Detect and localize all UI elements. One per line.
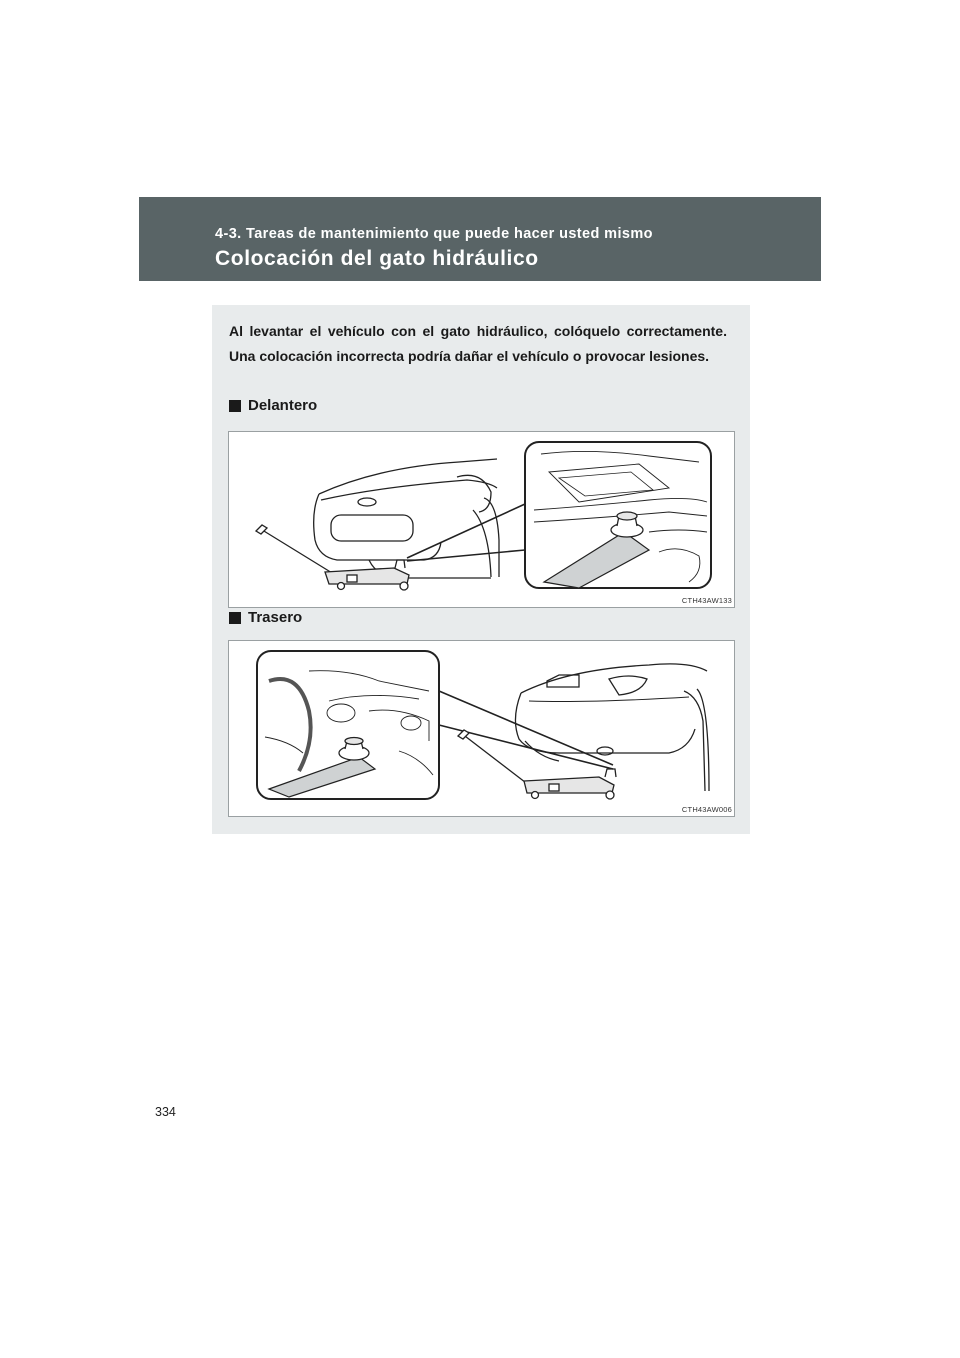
rear-heading xyxy=(229,609,302,626)
section-title: 4-3. Tareas de mantenimiento que puede hacer usted mismo xyxy=(215,226,653,242)
square-bullet-icon xyxy=(229,612,241,624)
front-jack-illustration xyxy=(229,432,734,607)
page-title: Colocación del gato hidráulico xyxy=(215,247,539,270)
rear-jack-illustration xyxy=(229,641,734,816)
chapter-header xyxy=(139,197,821,281)
front-figure-code: CTH43AW133 xyxy=(681,596,732,605)
content-panel xyxy=(212,305,750,834)
page-number: 334 xyxy=(155,1105,176,1119)
square-bullet-icon xyxy=(229,400,241,412)
front-heading-label: Delantero xyxy=(248,397,318,414)
rear-jack-figure xyxy=(228,640,735,817)
intro-paragraph: Al levantar el vehículo con el gato hidráulico, colóquelo correctamente. Una colocación incorrecta podría dañar el vehículo o provocar lesiones. xyxy=(229,323,727,364)
rear-figure-code: CTH43AW006 xyxy=(681,805,732,814)
front-heading xyxy=(229,397,317,414)
front-jack-figure xyxy=(228,431,735,608)
rear-heading-label: Trasero xyxy=(248,609,303,626)
